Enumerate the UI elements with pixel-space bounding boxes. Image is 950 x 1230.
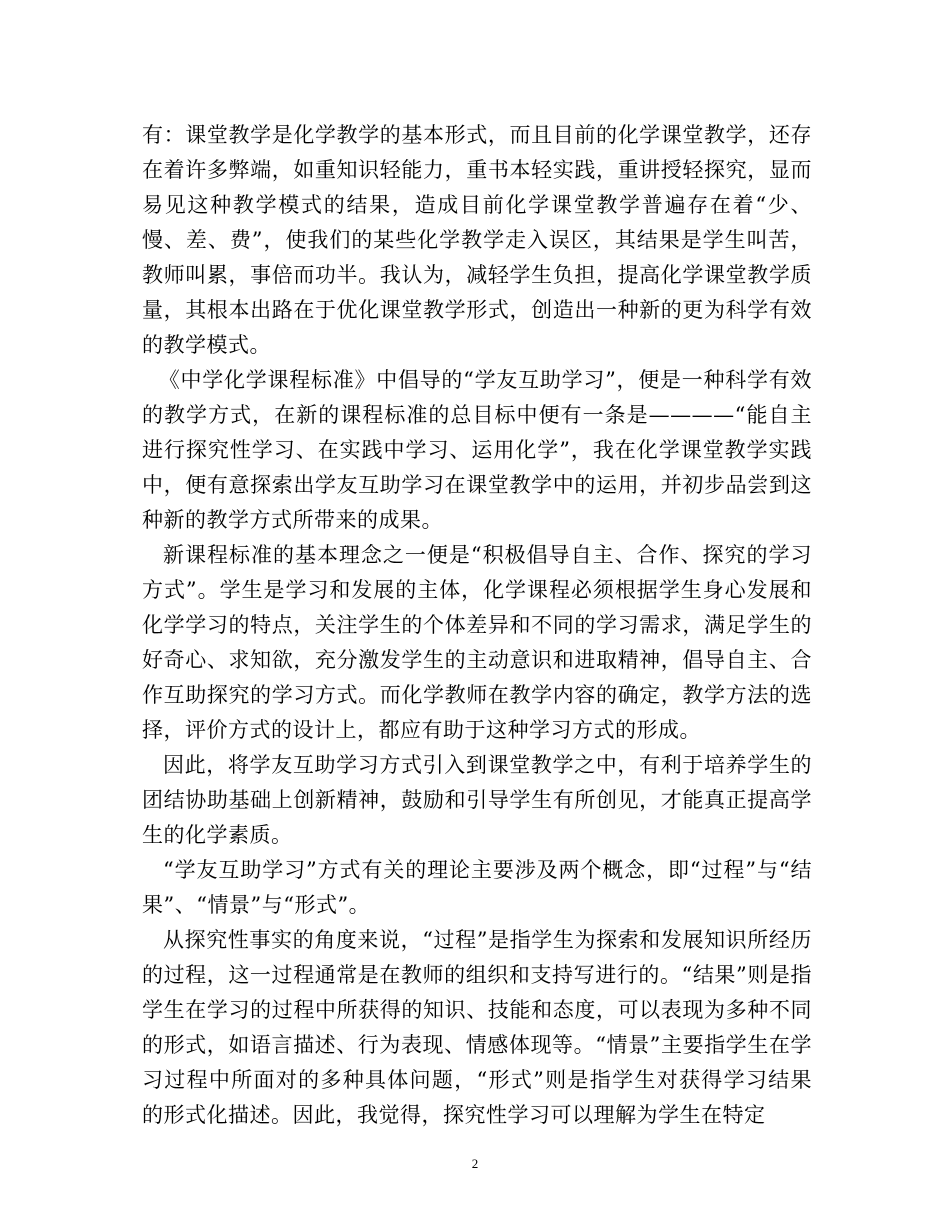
paragraph-4: 因此，将学友互助学习方式引入到课堂教学之中，有利于培养学生的团结协助基础上创新精神，鼓励和引导学生有所创见，才能真正提高学生的化学素质。 (142, 753, 812, 847)
paragraph-5: “学友互助学习”方式有关的理论主要涉及两个概念，即“过程”与“结果”、“情景”与“形式”。 (142, 858, 812, 917)
page-number: 2 (471, 1156, 479, 1171)
paragraph-1: 有：课堂教学是化学教学的基本形式，而且目前的化学课堂教学，还存在着许多弊端，如重知识轻能力，重书本轻实践，重讲授轻探究，显而易见这种教学模式的结果，造成目前化学课堂教学普遍存在着“少、慢、差、费”，使我们的某些化学教学走入误区，其结果是学生叫苦，教师叫累，事倍而功半。我认为，减轻学生负担，提高化学课堂教学质量，其根本出路在于优化课堂教学形式，创造出一种新的更为科学有效的教学模式。 (142, 123, 812, 357)
paragraph-3: 新课程标准的基本理念之一便是“积极倡导自主、合作、探究的学习方式”。学生是学习和发展的主体，化学课程必须根据学生身心发展和化学学习的特点，关注学生的个体差异和不同的学习需求，满足学生的好奇心、求知欲，充分激发学生的主动意识和进取精神，倡导自主、合作互助探究的学习方式。而化学教师在教学内容的确定，教学方法的选择，评价方式的设计上，都应有助于这种学习方式的形成。 (142, 543, 812, 742)
body-text (142, 118, 812, 1133)
paragraph-2: 《中学化学课程标准》中倡导的“学友互助学习”，便是一种科学有效的教学方式，在新的课程标准的总目标中便有一条是————“能自主进行探究性学习、在实践中学习、运用化学”，我在化学课堂教学实践中，便有意探索出学友互助学习在课堂教学中的运用，并初步品尝到这种新的教学方式所带来的成果。 (142, 368, 812, 532)
paragraph-6: 从探究性事实的角度来说，“过程”是指学生为探索和发展知识所经历的过程，这一过程通常是在教师的组织和支持写进行的。“结果”则是指学生在学习的过程中所获得的知识、技能和态度，可以表现为多种不同的形式，如语言描述、行为表现、情感体现等。“情景”主要指学生在学习过程中所面对的多种具体问题，“形式”则是指学生对获得学习结果 的形式化描述。因此，我觉得，探究性学习可以理解为学生在特定 (142, 928, 812, 1127)
